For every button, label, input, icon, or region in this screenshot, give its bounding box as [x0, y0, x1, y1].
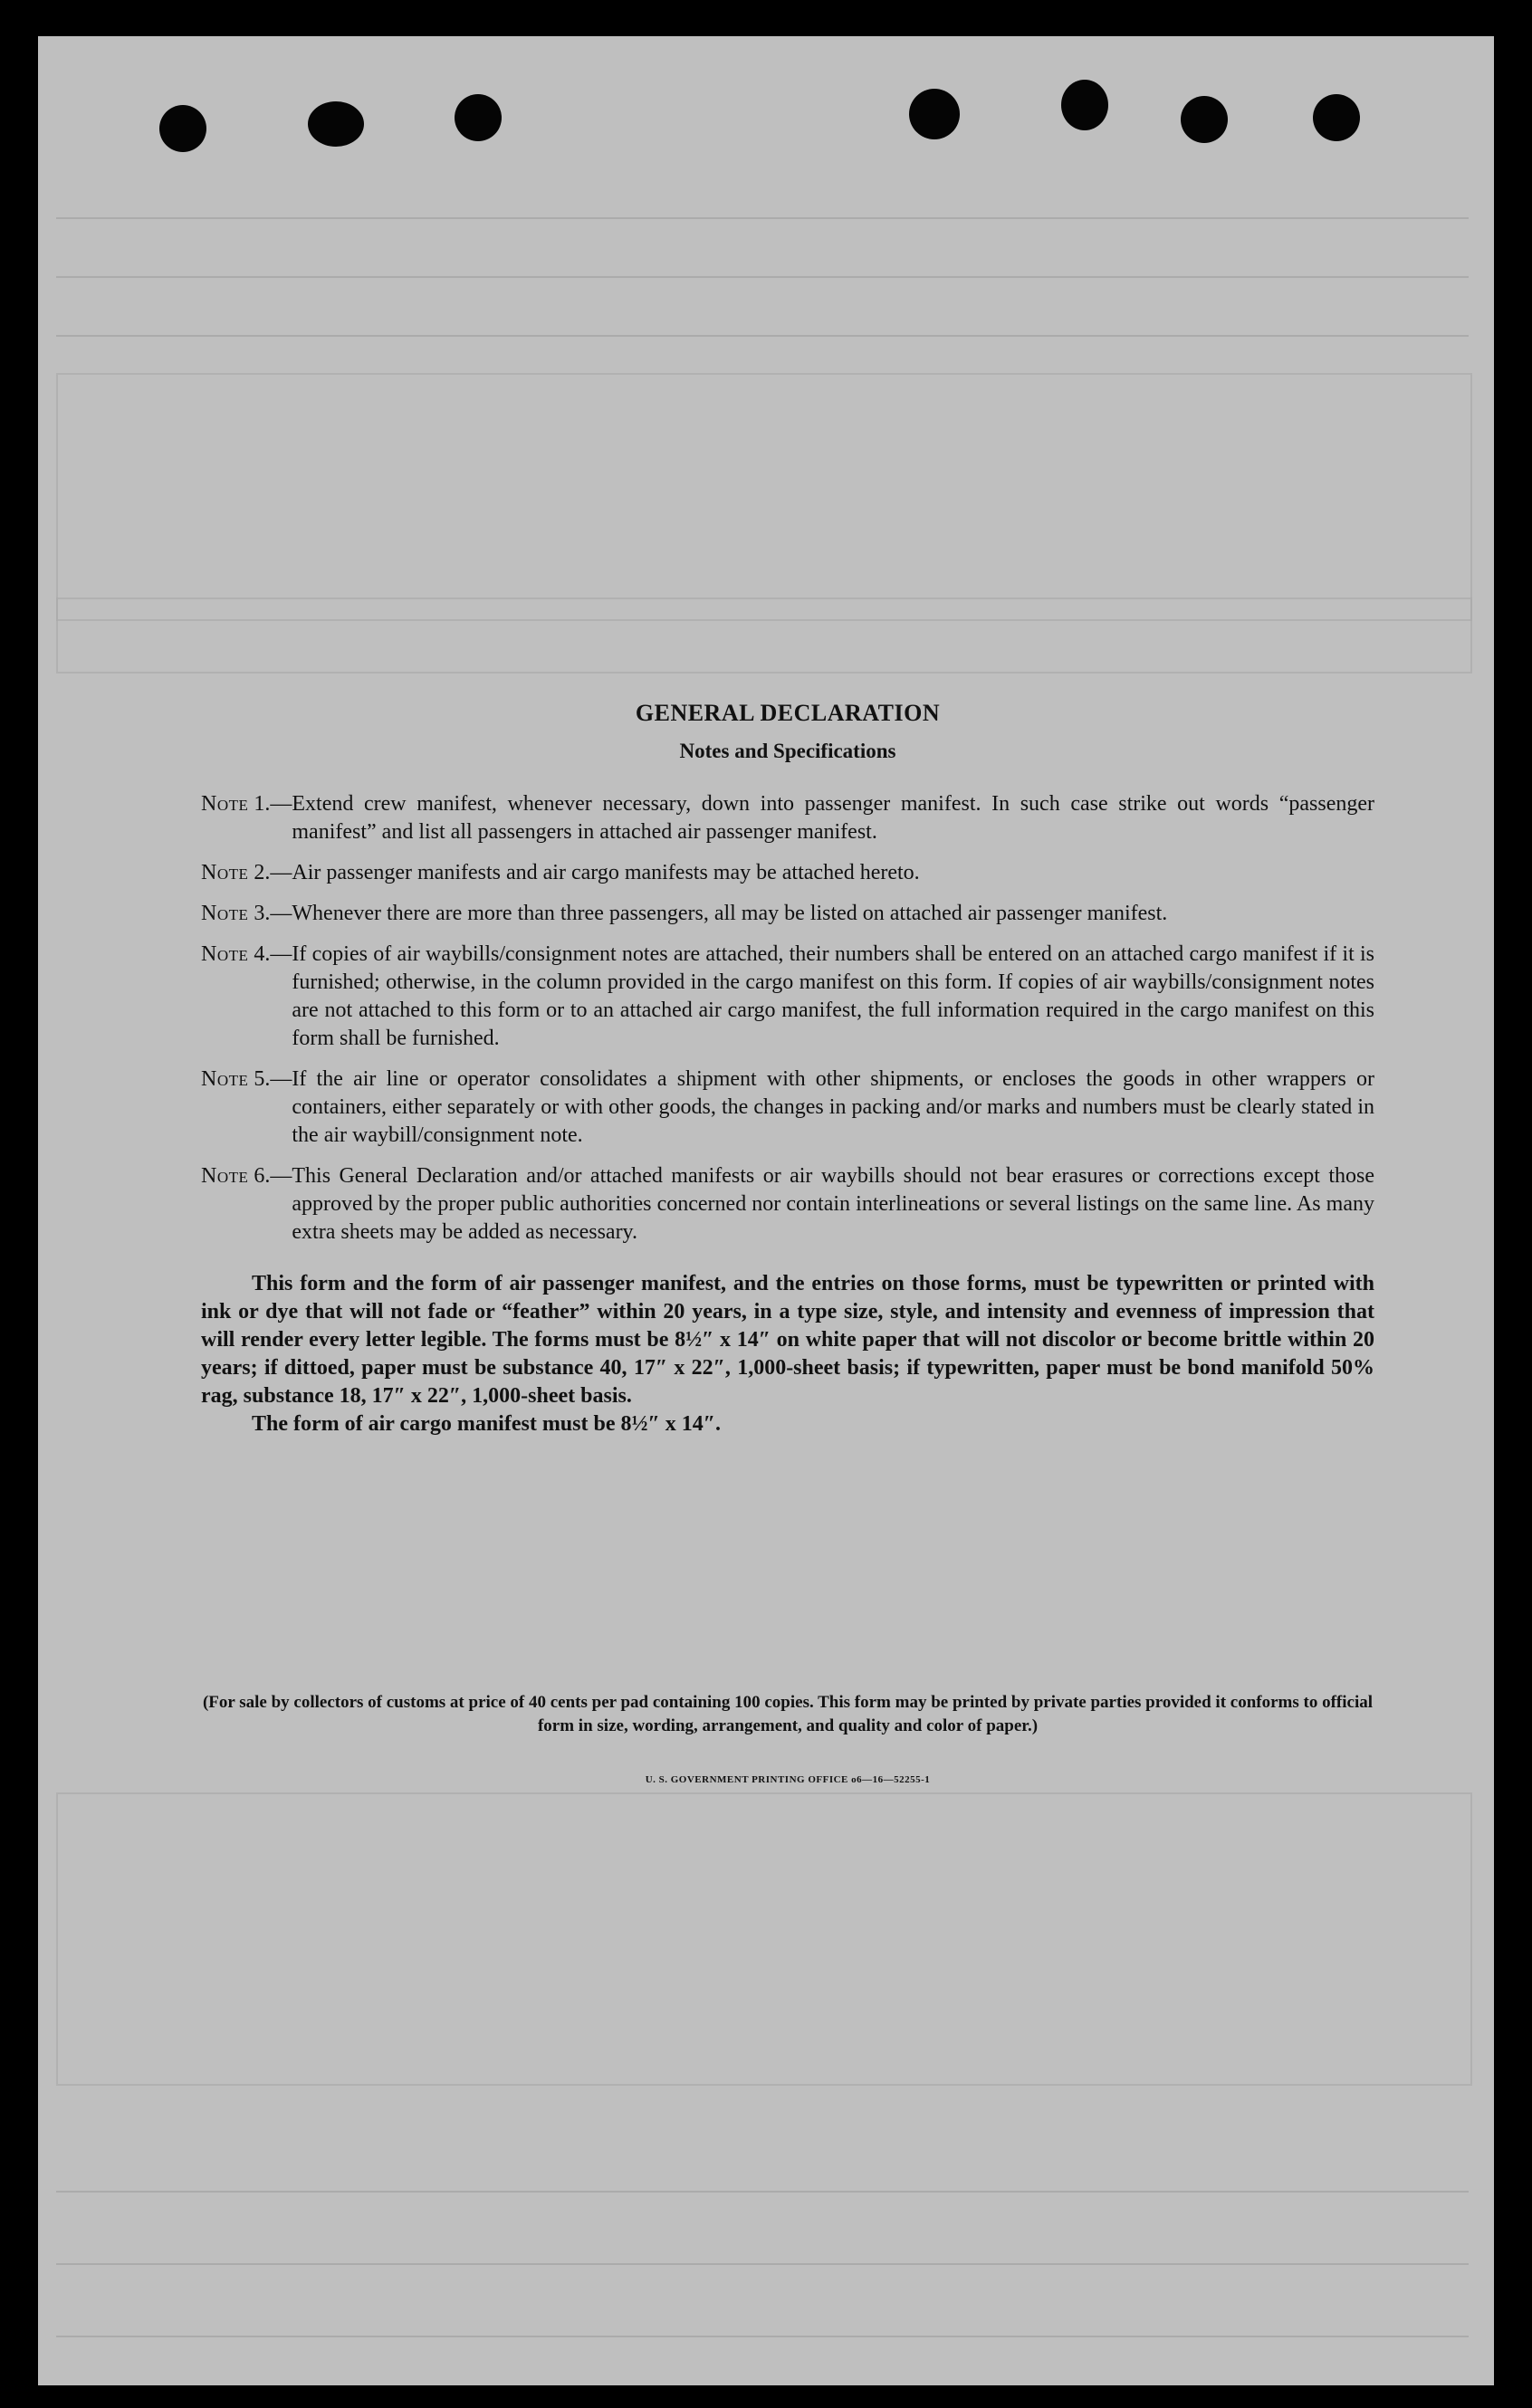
- sale-notice: (For sale by collectors of customs at price of 40 cents per pad containing 100 copies. This form may be printed by private parties provided it conforms to official form in size, wording, arrangement, and quality and color of paper.): [202, 1693, 1374, 1735]
- page-title: GENERAL DECLARATION: [635, 700, 941, 726]
- cargo-manifest-size-paragraph: The form of air cargo manifest must be 8½″ x 14″.: [252, 1412, 721, 1436]
- punch-hole-icon: [1061, 80, 1108, 130]
- note-text: This General Declaration and/or attached manifests or air waybills should not bear erasures or corrections except those approved by the proper public authorities concerned nor contain interlineations or several listings on the same line. As many extra sheets may be added as necessary.: [292, 1164, 1374, 1244]
- page-subtitle: Notes and Specifications: [679, 740, 896, 762]
- punch-hole-icon: [1313, 94, 1360, 141]
- note-item: Note 1.— Extend crew manifest, whenever necessary, down into passenger manifest. In such case strike out words “passenger manifest” and list all passengers in attached air passenger manifest.: [201, 790, 1374, 846]
- note-number: 4.: [254, 942, 271, 966]
- note-text: Whenever there are more than three passengers, all may be listed on attached air passenger manifest.: [292, 902, 1168, 925]
- bleed-through-line: [56, 2263, 1469, 2265]
- note-label: Note: [201, 902, 249, 925]
- note-number: 6.: [254, 1164, 271, 1188]
- note-label: Note: [201, 792, 249, 816]
- bleed-through-table: [56, 373, 1472, 621]
- printing-office-line: U. S. GOVERNMENT PRINTING OFFICE o6—16—52255-1: [645, 1774, 931, 1785]
- note-text: Extend crew manifest, whenever necessary, down into passenger manifest. In such case strike out words “passenger manifest” and list all passengers in attached air passenger manifest.: [292, 792, 1374, 844]
- punch-hole-icon: [308, 101, 364, 147]
- note-number: 1.: [254, 792, 271, 816]
- note-item: Note 3.— Whenever there are more than three passengers, all may be listed on attached air passenger manifest.: [201, 900, 1374, 928]
- note-number: 2.: [254, 861, 271, 884]
- bleed-through-line: [56, 276, 1469, 278]
- note-label: Note: [201, 861, 249, 884]
- punch-hole-icon: [455, 94, 502, 141]
- note-label: Note: [201, 1164, 249, 1188]
- bleed-through-line: [56, 217, 1469, 219]
- note-number: 5.: [254, 1067, 271, 1091]
- note-item: Note 5.— If the air line or operator consolidates a shipment with other shipments, or encloses the goods in other wrappers or containers, either separately or with other goods, the changes in packing and/or marks and numbers must be clearly stated in the air waybill/consignment note.: [201, 1065, 1374, 1150]
- document-sheet: [38, 36, 1494, 2385]
- bleed-through-line: [56, 2191, 1469, 2193]
- note-number: 3.: [254, 902, 271, 925]
- bleed-through-line: [56, 2336, 1469, 2337]
- note-label: Note: [201, 1067, 249, 1091]
- note-item: Note 2.— Air passenger manifests and air cargo manifests may be attached hereto.: [201, 859, 1374, 887]
- bleed-through-table: [56, 1792, 1472, 2086]
- form-specification-paragraph: This form and the form of air passenger manifest, and the entries on those forms, must be typewritten or printed with ink or dye that will not fade or “feather” within 20 years, in a type size, style, and intensity and evenness of impression that will render every letter legible. The forms must be 8½″ x 14″ on white paper that will not discolor or become brittle within 20 years; if dittoed, paper must be substance 40, 17″ x 22″, 1,000-sheet basis; if typewritten, paper must be bond manifold 50% rag, substance 18, 17″ x 22″, 1,000-sheet basis.: [201, 1272, 1374, 1408]
- punch-hole-icon: [1181, 96, 1228, 143]
- note-label: Note: [201, 942, 249, 966]
- declaration-notes: [201, 700, 1374, 1438]
- note-text: If the air line or operator consolidates a shipment with other shipments, or encloses the goods in other wrappers or containers, either separately or with other goods, the changes in packing and/or marks and numbers must be clearly stated in the air waybill/consignment note.: [292, 1067, 1374, 1147]
- bleed-through-table: [56, 597, 1472, 674]
- punch-hole-icon: [159, 105, 206, 152]
- note-item: Note 6.— This General Declaration and/or attached manifests or air waybills should not bear erasures or corrections except those approved by the proper public authorities concerned nor contain interlineations or several listings on the same line. As many extra sheets may be added as necessary.: [201, 1162, 1374, 1247]
- note-item: Note 4.— If copies of air waybills/consignment notes are attached, their numbers shall be entered on an attached cargo manifest if it is furnished; otherwise, in the column provided in the cargo manifest on this form. If copies of air waybills/consignment notes are not attached to this form or to an attached air cargo manifest, the full information required in the cargo manifest on this form shall be furnished.: [201, 941, 1374, 1053]
- note-text: If copies of air waybills/consignment notes are attached, their numbers shall be entered on an attached cargo manifest if it is furnished; otherwise, in the column provided in the cargo manifest on this form. If copies of air waybills/consignment notes are not attached to this form or to an attached air cargo manifest, the full information required in the cargo manifest on this form shall be furnished.: [292, 942, 1374, 1050]
- bleed-through-line: [56, 335, 1469, 337]
- note-text: Air passenger manifests and air cargo manifests may be attached hereto.: [292, 861, 920, 884]
- punch-hole-icon: [909, 89, 960, 139]
